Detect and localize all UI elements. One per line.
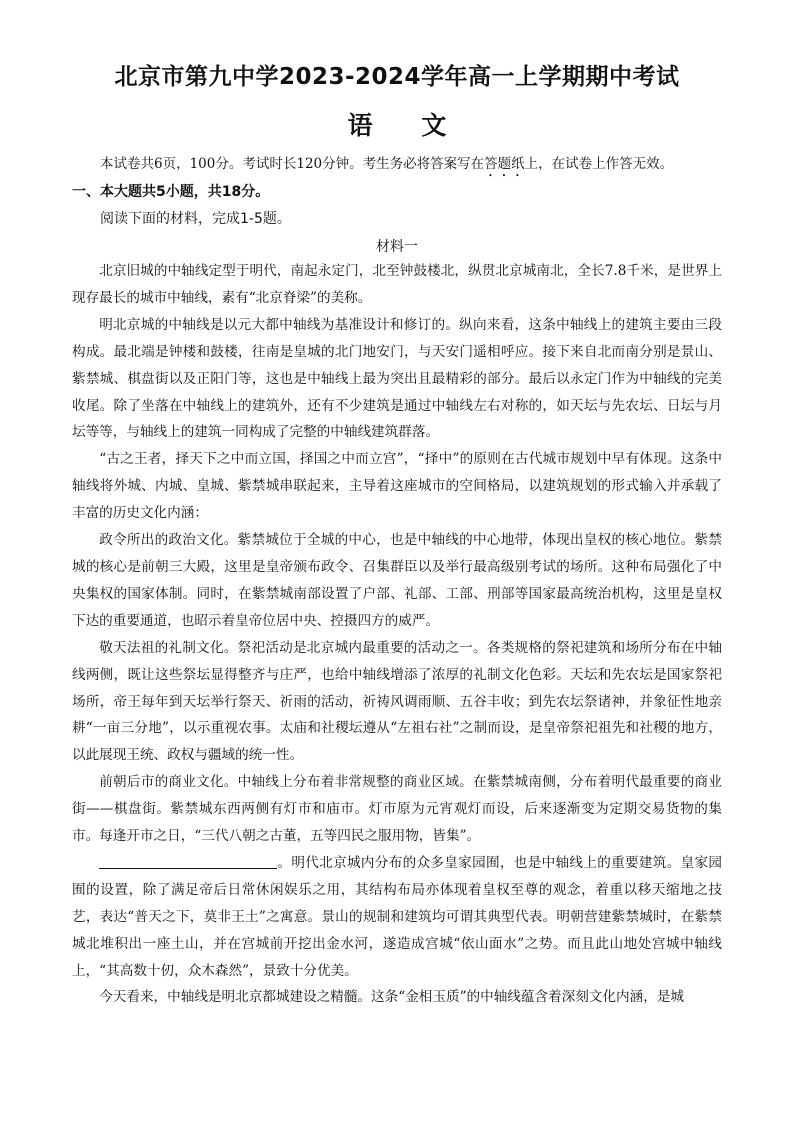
- material-body: [72, 258, 722, 1011]
- notice-text-before: 本试卷共6页，100分。考试时长120分钟。考生务必将答案写在: [100, 156, 485, 172]
- paragraph: 政令所出的政治文化。紫禁城位于全城的中心，也是中轴线的中心地带，体现出皇权的核心地位。紫禁城的核心是前朝三大殿，这里是皇帝颁布政令、召集群臣以及举行最高级别考试的场所。这种布局强化了中央集权的国家体制。同时，在紫禁城南部设置了户部、礼部、工部、刑部等国家最高统治机构，这里是皇权下达的重要通道，也昭示着皇帝位居中央、控摄四方的威严。: [72, 532, 722, 629]
- paragraph: 北京旧城的中轴线定型于明代，南起永定门，北至钟鼓楼北，纵贯北京城南北，全长7.8千米，是世界上现存最长的城市中轴线，素有“北京脊梁”的美称。: [72, 263, 722, 306]
- reading-instruction: 阅读下面的材料，完成1-5题。: [100, 211, 291, 227]
- notice-emphasis: 答题纸: [484, 156, 525, 172]
- notice-text-after: 上，在试卷上作答无效。: [524, 156, 674, 172]
- material-title: 材料一: [376, 239, 418, 255]
- section-heading: 一、本大题共5小题，共18分。: [72, 184, 270, 200]
- exam-notice: [100, 152, 740, 180]
- subject-heading: 语 文: [347, 111, 447, 140]
- paragraph: 今天看来，中轴线是明北京都城建设之精髓。这条“金相玉质”的中轴线蕴含着深刻文化内涵，是城: [99, 989, 685, 1006]
- paragraph: 敬天法祖的礼制文化。祭祀活动是北京城内最重要的活动之一。各类规格的祭祀建筑和场所分布在中轴线两侧，既让这些祭坛显得整齐与庄严，也给中轴线增添了浓厚的礼制文化色彩。天坛和先农坛是国家祭祀场所，帝王每年到天坛举行祭天、祈雨的活动，祈祷风调雨顺、五谷丰收；到先农坛祭诸神，并象征性地亲耕“一亩三分地”，以示重视农事。太庙和社稷坛遵从“左祖右社”之制而设，是皇帝祭祀祖先和社稷的地方，以此展现王统、政权与疆域的统一性。: [72, 639, 722, 764]
- paragraph: 明北京城的中轴线是以元大都中轴线为基准设计和修订的。纵向来看，这条中轴线上的建筑主要由三段构成。最北端是钟楼和鼓楼，往南是皇城的北门地安门，与天安门遥相呼应。接下来自北而南分别是景山、紫禁城、棋盘街以及正阳门等，这也是中轴线上最为突出且最精彩的部分。最后以永定门作为中轴线的完美收尾。除了坐落在中轴线上的建筑外，还有不少建筑是通过中轴线左右对称的，如天坛与先农坛、日坛与月坛等等，与轴线上的建筑一同构成了完整的中轴线建筑群落。: [72, 316, 722, 441]
- fill-blank-paragraph: [72, 850, 722, 985]
- blank-paragraph-text: 。明代北京城内分布的众多皇家园囿，也是中轴线上的重要建筑。皇家园囿的设置，除了满足帝后日常休闲娱乐之用，其结构布局亦体现着皇权至尊的观念，着重以移天缩地之技艺，表达“普天之下，莫非王土”之寓意。景山的规制和建筑均可谓其典型代表。明朝营建紫禁城时，在紫禁城北堆积出一座土山，并在宫城前开挖出金水河，遂造成宫城“依山面水”之势。而且此山地处宫城中轴线上，“其高数十仞，众木森然”，景致十分优美。: [72, 854, 722, 979]
- answer-blank-line: [99, 854, 277, 869]
- exam-title: 北京市第九中学2023-2024学年高一上学期期中考试: [114, 64, 680, 90]
- paragraph: “古之王者，择天下之中而立国，择国之中而立宫”，“择中”的原则在古代城市规划中早有体现。这条中轴线将外城、内城、皇城、紫禁城串联起来，主导着这座城市的空间格局，以建筑规划的形式输入并承载了丰富的历史文化内涵：: [72, 451, 722, 522]
- paragraph: 前朝后市的商业文化。中轴线上分布着非常规整的商业区域。在紫禁城南侧，分布着明代最重要的商业街——棋盘街。紫禁城东西两侧有灯市和庙市。灯市原为元宵观灯而设，后来逐渐变为定期交易货物的集市。每逢开市之日，“三代八朝之古董，五等四民之服用物，皆集”。: [72, 774, 722, 845]
